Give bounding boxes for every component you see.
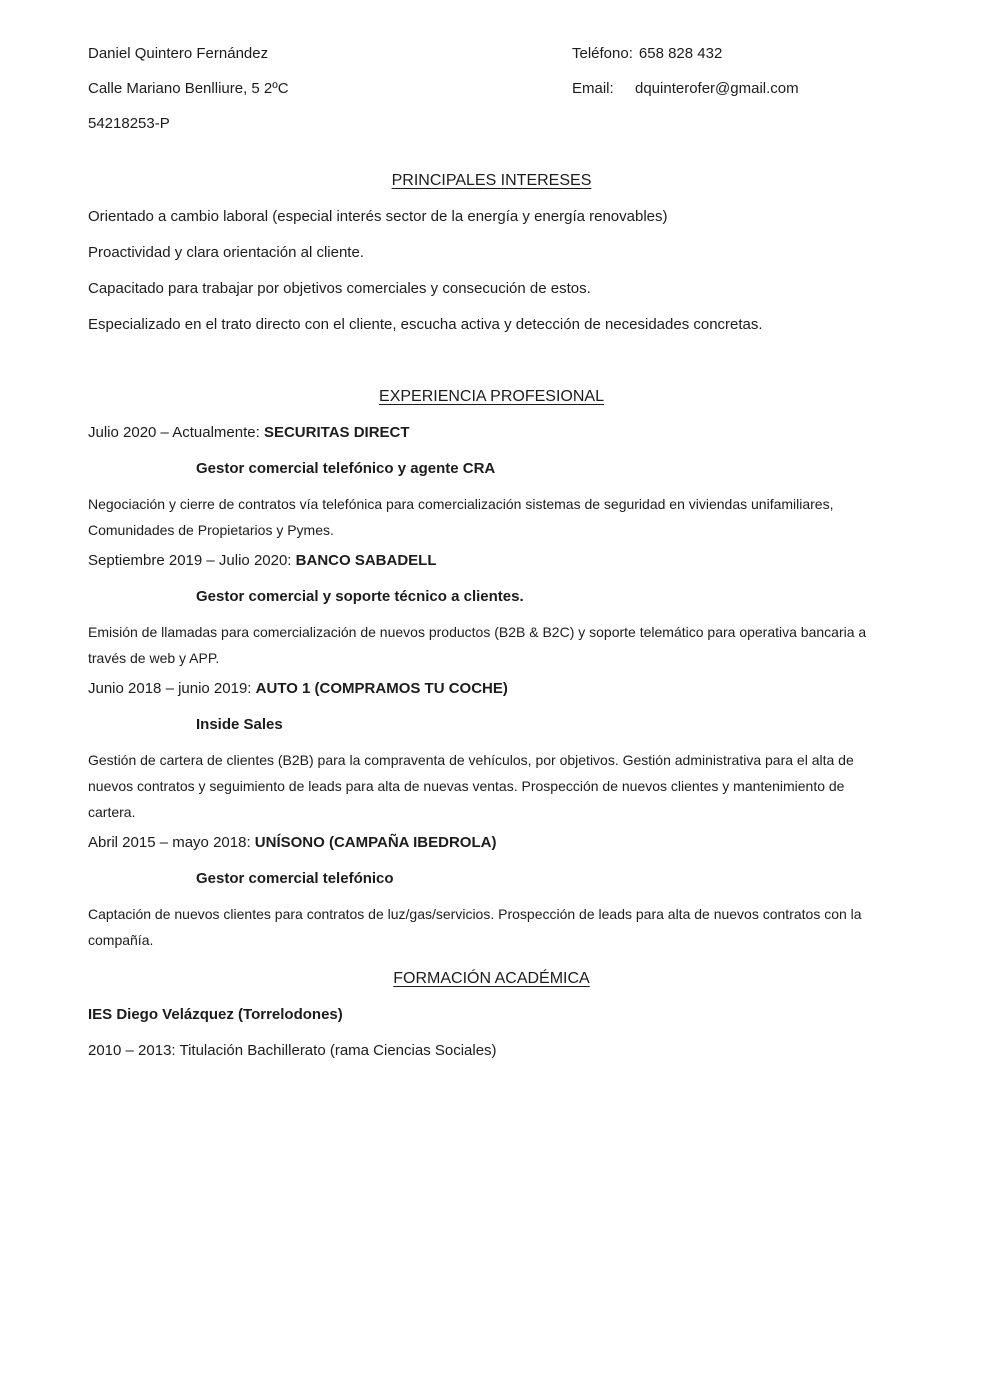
id-number: 54218253-P <box>88 115 170 132</box>
person-name: Daniel Quintero Fernández <box>88 45 269 62</box>
section-title-experience: EXPERIENCIA PROFESIONAL <box>379 388 604 405</box>
phone-line <box>572 45 722 63</box>
job-company: UNÍSONO (CAMPAÑA IBEDROLA) <box>254 834 497 851</box>
phone-label: Teléfono: <box>572 45 633 62</box>
job-entry <box>88 415 895 543</box>
job-company: BANCO SABADELL <box>295 552 437 569</box>
interest-item: Orientado a cambio laboral (especial interés sector de la energía y energía renovables) <box>88 208 668 225</box>
job-description: Emisión de llamadas para comercialización de nuevos productos (B2B & B2C) y soporte telemático para operativa bancaria a través de web y APP. <box>88 624 867 666</box>
job-dates: Junio 2018 – junio 2019: <box>88 680 252 697</box>
job-period-line <box>88 825 895 861</box>
contact-header <box>88 45 895 133</box>
education-school: IES Diego Velázquez (Torrelodones) <box>88 1006 343 1023</box>
job-period-line <box>88 671 895 707</box>
job-dates: Septiembre 2019 – Julio 2020: <box>88 552 292 569</box>
header-row-1 <box>88 45 895 63</box>
job-period-line <box>88 415 895 451</box>
job-entry <box>88 825 895 953</box>
job-company: SECURITAS DIRECT <box>263 424 410 441</box>
job-description: Captación de nuevos clientes para contratos de luz/gas/servicios. Prospección de leads para alta de nuevos contratos con la compañía. <box>88 906 862 948</box>
job-period-line <box>88 543 895 579</box>
job-entry <box>88 671 895 825</box>
address: Calle Mariano Benlliure, 5 2ºC <box>88 80 289 97</box>
job-role: Inside Sales <box>196 716 283 733</box>
header-row-3 <box>88 115 895 133</box>
interest-item: Capacitado para trabajar por objetivos comerciales y consecución de estos. <box>88 280 591 297</box>
job-description: Gestión de cartera de clientes (B2B) para la compraventa de vehículos, por objetivos. Gestión administrativa para el alta de nuevos contratos y seguimiento de leads para alta de nuevas ventas. Prospección de nuevos clientes y mantenimiento de cartera. <box>88 752 854 820</box>
job-role: Gestor comercial y soporte técnico a clientes. <box>196 588 524 605</box>
interest-item: Especializado en el trato directo con el cliente, escucha activa y detección de necesidades concretas. <box>88 316 763 333</box>
education-degree: 2010 – 2013: Titulación Bachillerato (rama Ciencias Sociales) <box>88 1042 497 1059</box>
interest-item: Proactividad y clara orientación al cliente. <box>88 244 364 261</box>
job-role: Gestor comercial telefónico <box>196 870 394 887</box>
section-title-education: FORMACIÓN ACADÉMICA <box>393 970 590 987</box>
job-role: Gestor comercial telefónico y agente CRA <box>196 460 496 477</box>
job-company: AUTO 1 (COMPRAMOS TU COCHE) <box>255 680 508 697</box>
header-row-2 <box>88 80 895 98</box>
job-dates: Julio 2020 – Actualmente: <box>88 424 260 441</box>
email-label: Email: <box>572 80 614 97</box>
email-line <box>572 80 799 98</box>
section-title-interests: PRINCIPALES INTERESES <box>391 172 592 189</box>
job-dates: Abril 2015 – mayo 2018: <box>88 834 251 851</box>
phone-value: 658 828 432 <box>638 45 723 62</box>
job-description: Negociación y cierre de contratos vía telefónica para comercialización sistemas de seguridad en viviendas unifamiliares, Comunidades de Propietarios y Pymes. <box>88 496 834 538</box>
email-value: dquinterofer@gmail.com <box>635 80 799 97</box>
job-entry <box>88 543 895 671</box>
